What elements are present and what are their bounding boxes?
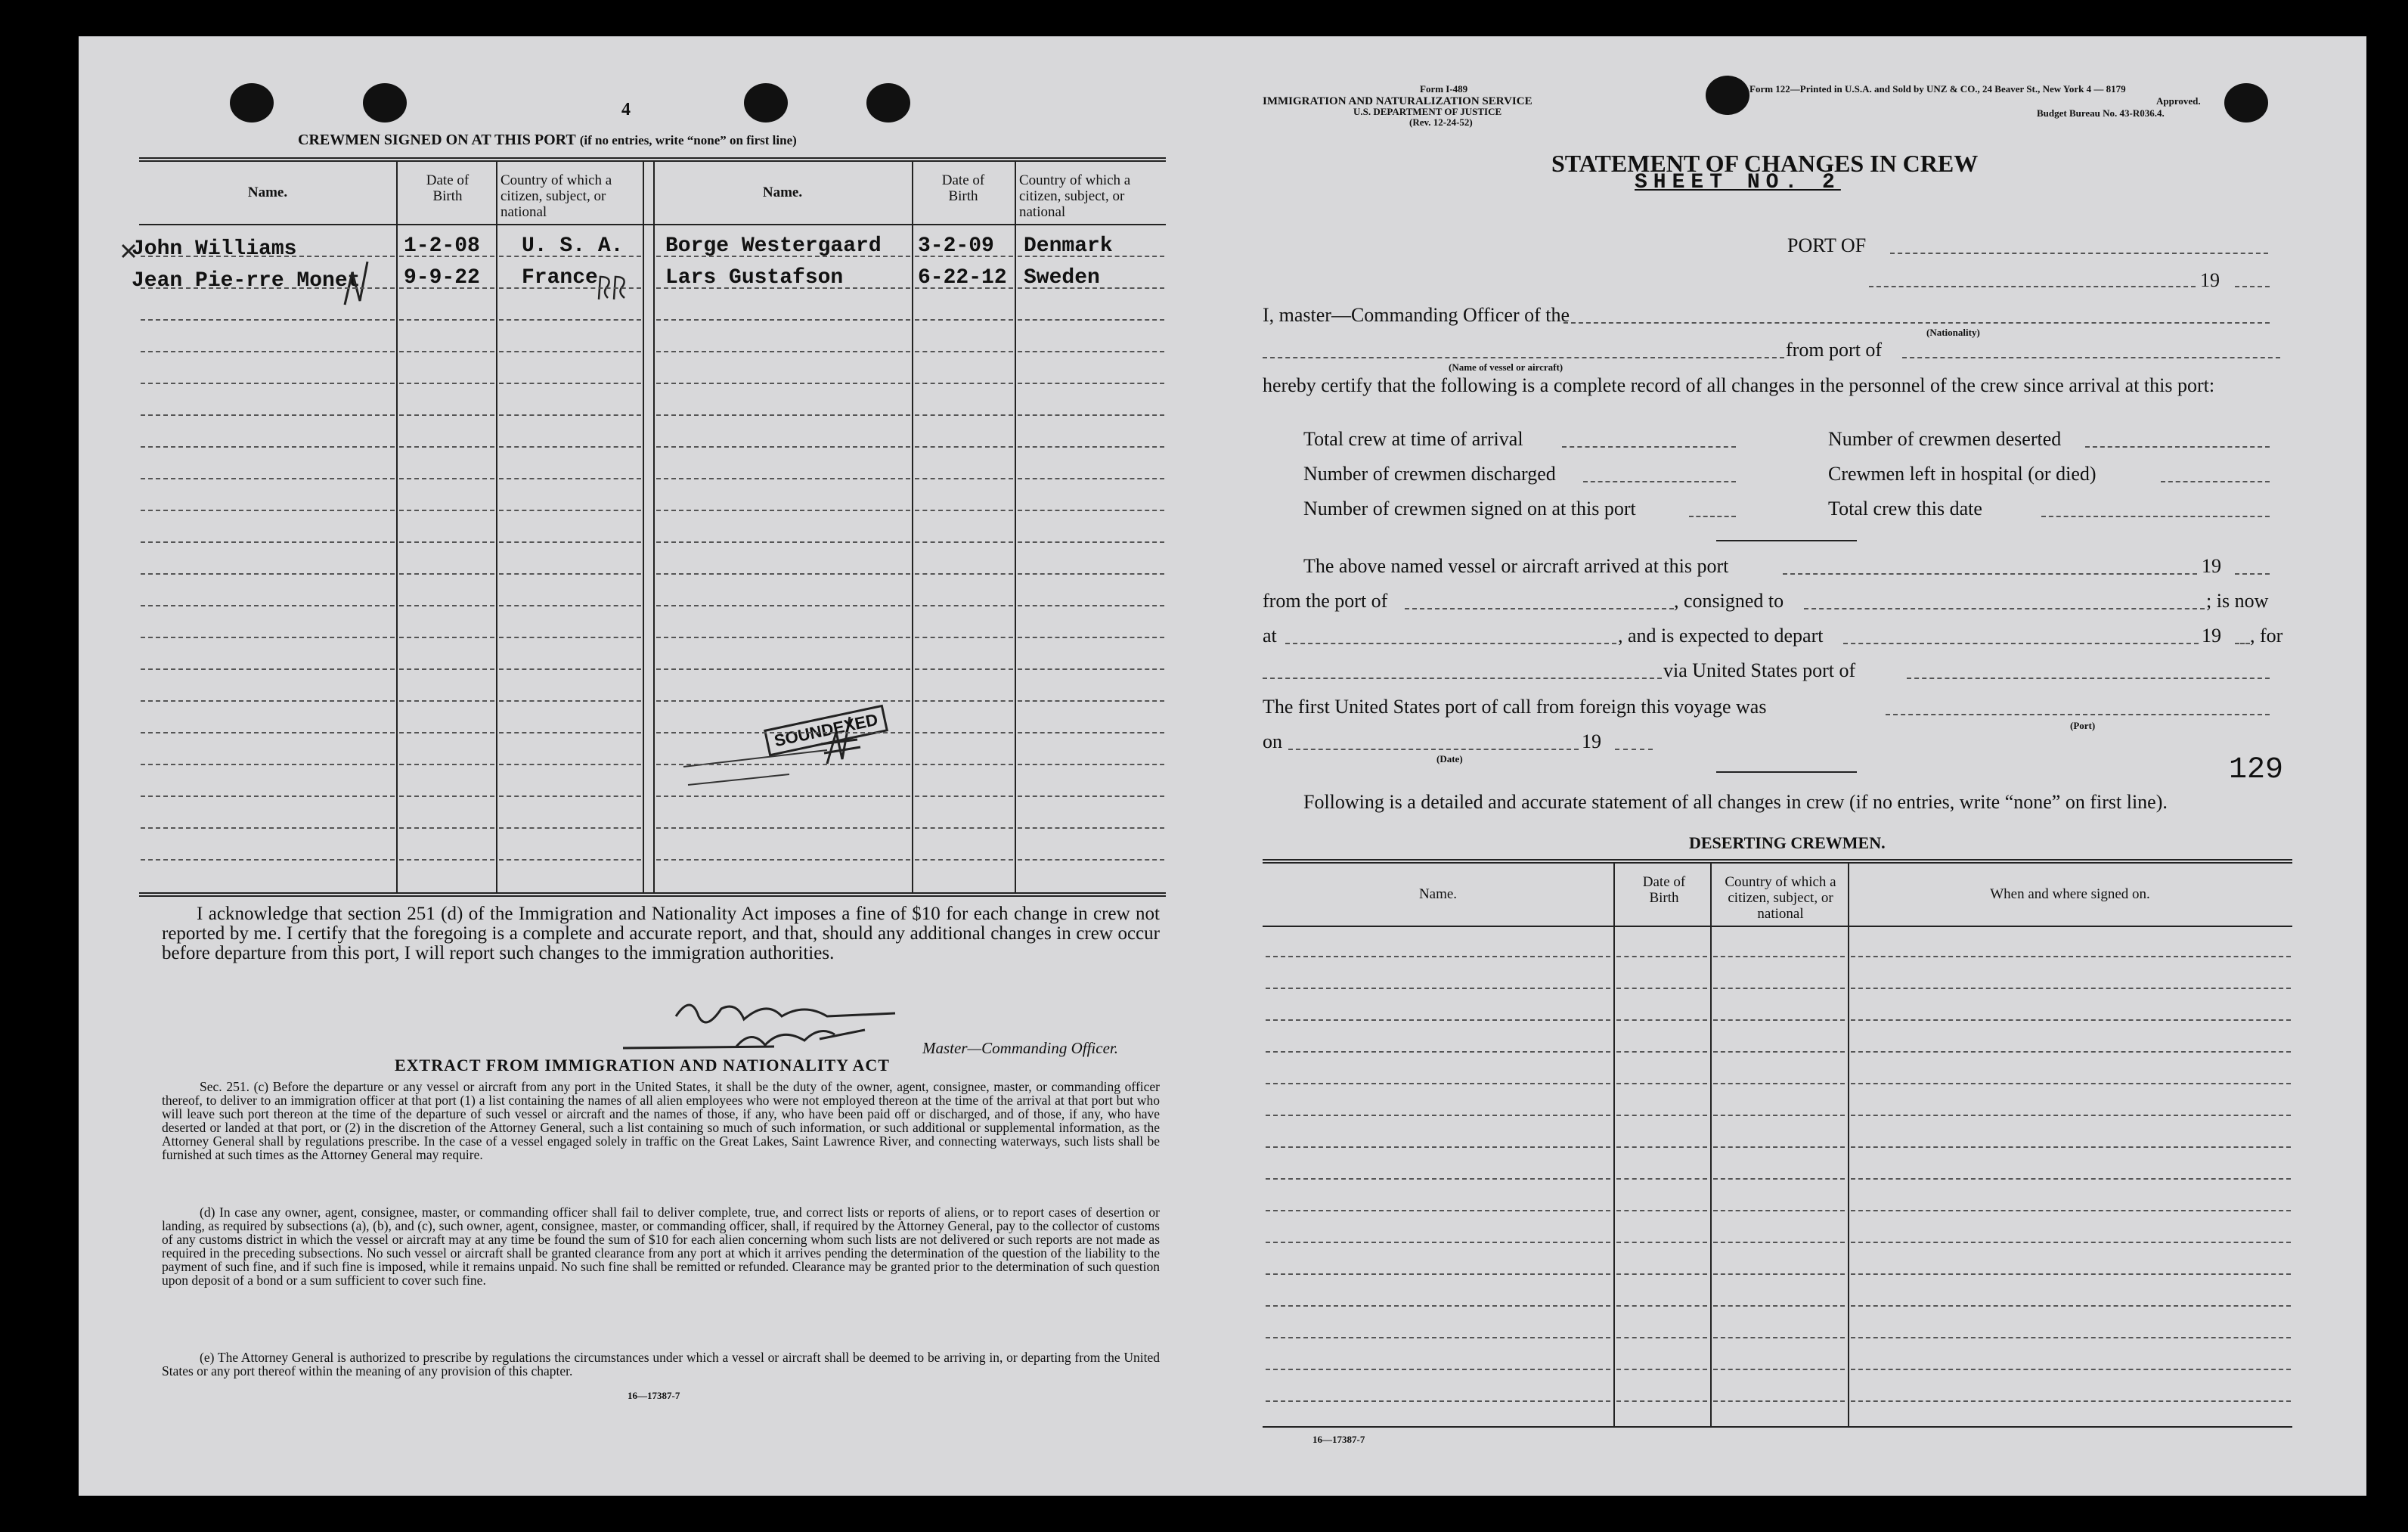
blank-row-line [915, 541, 1013, 543]
punch-hole [2224, 83, 2268, 122]
blank-row-line [499, 764, 641, 765]
blank-row-line [1616, 1305, 1707, 1307]
blank-row-line [141, 541, 395, 543]
blank-row-line [399, 256, 494, 257]
blank-row-line [499, 573, 641, 575]
blank-row-line [141, 827, 395, 829]
blank-row-line [656, 256, 910, 257]
crew-country: U. S. A. [522, 234, 624, 258]
arrived-label: The above named vessel or aircraft arrived at this port [1303, 555, 1729, 577]
blank-row-line [656, 637, 910, 638]
blank-row-line [656, 605, 910, 606]
blank-row-line [656, 573, 910, 575]
blank-row-line [1018, 351, 1164, 352]
document-sheet [79, 36, 2366, 1496]
form-revision: (Rev. 12-24-52) [1409, 116, 1473, 128]
blank-row-line [499, 859, 641, 861]
blank-row-line [1851, 1019, 2291, 1021]
blank-row-line [1266, 1305, 1610, 1307]
desert-col-signed-on: When and where signed on. [1990, 886, 2150, 902]
vessel-name-caption: (Name of vessel or aircraft) [1449, 361, 1563, 373]
blank-row-line [1266, 956, 1610, 957]
left-footer-code: 16—17387-7 [628, 1390, 680, 1401]
extract-title: EXTRACT FROM IMMIGRATION AND NATIONALITY ACT [395, 1056, 890, 1075]
blank-row-line [399, 319, 494, 321]
col-header-country: Country of which a citizen, subject, or national [501, 172, 612, 220]
blank-row-line [656, 351, 910, 352]
blank-row-line [1851, 1337, 2291, 1338]
blank-row-line [915, 319, 1013, 321]
blank-row-line [1851, 1273, 2291, 1275]
blank-row-line [1018, 478, 1164, 479]
blank-row-line [1713, 1083, 1845, 1084]
blank-row-line [1018, 859, 1164, 861]
blank-row-line [1713, 988, 1845, 989]
blank-row-line [1616, 1083, 1707, 1084]
total-crew-date-label: Total crew this date [1828, 498, 1982, 519]
blank-row-line [656, 287, 910, 289]
crew-country: France [522, 266, 598, 290]
blank-row-line [1266, 1019, 1610, 1021]
blank-row-line [656, 383, 910, 384]
on-label: on [1263, 730, 1282, 752]
crew-dob-2: 3-2-09 [918, 234, 994, 258]
blank-row-line [1018, 605, 1164, 606]
from-port-of-label: from the port of [1263, 590, 1388, 612]
blank-row-line [399, 573, 494, 575]
deserting-title: DESERTING CREWMEN. [1689, 833, 1886, 852]
blank-row-line [1266, 1083, 1610, 1084]
blank-row-line [1616, 1019, 1707, 1021]
blank-row-line [1266, 1178, 1610, 1180]
crew-dob-2: 6-22-12 [918, 266, 1007, 290]
blank-row-line [499, 700, 641, 702]
blank-row-line [499, 256, 641, 257]
blank-row-line [1018, 732, 1164, 733]
blank-row-line [1018, 256, 1164, 257]
depart-year-label: 19 [2202, 625, 2221, 647]
blank-row-line [656, 859, 910, 861]
blank-row-line [1018, 764, 1164, 765]
total-crew-arrival-label: Total crew at time of arrival [1303, 428, 1523, 450]
blank-row-line [1018, 287, 1164, 289]
blank-row-line [915, 732, 1013, 733]
consigned-label: , consigned to [1674, 590, 1784, 612]
blank-row-line [399, 478, 494, 479]
blank-row-line [141, 859, 395, 861]
crewmen-hospital-label: Crewmen left in hospital (or died) [1828, 463, 2097, 485]
blank-row-line [1266, 1210, 1610, 1211]
crew-name-2: Borge Westergaard [665, 234, 882, 258]
blank-row-line [1713, 1242, 1845, 1243]
blank-row-line [1018, 510, 1164, 511]
blank-row-line [399, 764, 494, 765]
blank-row-line [915, 383, 1013, 384]
blank-row-line [1616, 1337, 1707, 1338]
blank-row-line [1018, 383, 1164, 384]
col-header-dob-2: Date of Birth [941, 172, 985, 204]
blank-row-line [499, 732, 641, 733]
blank-row-line [399, 859, 494, 861]
blank-row-line [499, 827, 641, 829]
blank-row-line [1713, 1305, 1845, 1307]
blank-row-line [1713, 1369, 1845, 1370]
blank-row-line [656, 319, 910, 321]
signature-caption: Master—Commanding Officer. [922, 1039, 1118, 1057]
blank-row-line [915, 351, 1013, 352]
blank-row-line [1616, 1242, 1707, 1243]
form-title: STATEMENT OF CHANGES IN CREW [1551, 150, 1979, 177]
blank-row-line [915, 637, 1013, 638]
agency-name: IMMIGRATION AND NATURALIZATION SERVICE [1263, 95, 1533, 107]
blank-row-line [1616, 956, 1707, 957]
blank-row-line [499, 446, 641, 448]
blank-row-line [141, 287, 395, 289]
at-label: at [1263, 625, 1277, 647]
from-port-label: from port of [1786, 339, 1883, 361]
blank-row-line [915, 510, 1013, 511]
blank-row-line [915, 414, 1013, 416]
section-251-d: (d) In case any owner, agent, consignee, master, or commanding officer shall fail to deliver complete, true, and correct lists or reports of aliens, or to report cases of desertion or landing, as required by subsections (a), (b), and (c), such owner, agent, consignee, master, or commanding officer, shall, if required by the Attorney General, pay to the collector of customs of any customs district in which the vessel or aircraft may at any time be found the sum of $10 for each alien concerning whom such lists are not delivered or such reports are not made as required in the preceding subsections. No such vessel or aircraft shall be granted clearance from any port at which it arrives pending the determination of the question of the liability to the payment of such fine, and if such fine is imposed, while it remains unpaid. No such fine shall be remitted or refunded. Clearance may be granted prior to the determination of such question upon deposit of a bond or a sum sufficient to cover such fine. [162, 1205, 1160, 1288]
blank-row-line [141, 446, 395, 448]
approved-label: Approved. [2156, 95, 2201, 107]
sheet-number: SHEET NO. 2 [1635, 171, 1841, 194]
col-header-name: Name. [247, 185, 288, 200]
blank-row-line [1851, 1210, 2291, 1211]
blank-row-line [499, 668, 641, 670]
for-label: , for [2250, 625, 2283, 647]
handwritten-marks [79, 36, 1213, 944]
printer-line: Form 122—Printed in U.S.A. and Sold by UNZ & CO., 24 Beaver St., New York 4 — 8179 [1749, 83, 2126, 95]
blank-row-line [1266, 1337, 1610, 1338]
blank-row-line [656, 668, 910, 670]
blank-row-line [399, 287, 494, 289]
department-name: U.S. DEPARTMENT OF JUSTICE [1353, 106, 1502, 117]
port-of-label: PORT OF [1787, 234, 1867, 256]
blank-row-line [1851, 1083, 2291, 1084]
nationality-caption: (Nationality) [1926, 327, 1980, 338]
blank-row-line [1018, 414, 1164, 416]
following-text: Following is a detailed and accurate statement of all changes in crew (if no entries, write “none” on first line). [1303, 791, 2168, 813]
blank-row-line [656, 700, 910, 702]
crew-country-2: Denmark [1024, 234, 1113, 258]
left-title-note: (if no entries, write “none” on first line) [579, 133, 797, 147]
blank-row-line [1713, 956, 1845, 957]
blank-row-line [1018, 827, 1164, 829]
blank-row-line [1018, 795, 1164, 797]
blank-row-line [1266, 1400, 1610, 1402]
blank-row-line [1018, 668, 1164, 670]
blank-row-line [1851, 1242, 2291, 1243]
crew-dob: 9-9-22 [404, 266, 480, 290]
col-header-name-2: Name. [762, 185, 803, 200]
blank-row-line [399, 795, 494, 797]
blank-row-line [1018, 700, 1164, 702]
crew-country-2: Sweden [1024, 266, 1100, 290]
arrived-year-label: 19 [2202, 555, 2221, 577]
blank-row-line [141, 605, 395, 606]
crew-dob: 1-2-08 [404, 234, 480, 258]
blank-row-line [1713, 1178, 1845, 1180]
crew-name-2: Lars Gustafson [665, 266, 844, 290]
blank-row-line [1713, 1146, 1845, 1148]
blank-row-line [499, 510, 641, 511]
blank-row-line [1616, 1210, 1707, 1211]
blank-row-line [399, 414, 494, 416]
blank-row-line [1266, 1146, 1610, 1148]
blank-row-line [399, 446, 494, 448]
blank-row-line [141, 319, 395, 321]
first-port-label: The first United States port of call from foreign this voyage was [1263, 696, 1767, 718]
master-line-label: I, master—Commanding Officer of the [1263, 304, 1570, 326]
blank-row-line [399, 383, 494, 384]
desert-col-name: Name. [1418, 886, 1458, 902]
blank-row-line [915, 573, 1013, 575]
on-year-label: 19 [1582, 730, 1601, 752]
blank-row-line [915, 256, 1013, 257]
blank-row-line [915, 668, 1013, 670]
blank-row-line [1851, 956, 2291, 957]
blank-row-line [915, 287, 1013, 289]
blank-row-line [1713, 1115, 1845, 1116]
blank-row-line [1018, 637, 1164, 638]
blank-row-line [141, 795, 395, 797]
blank-row-line [141, 383, 395, 384]
blank-row-line [1713, 1400, 1845, 1402]
section-251-c: Sec. 251. (c) Before the departure or any vessel or aircraft from any port in the United States, it shall be the duty of the owner, agent, consignee, master, or commanding officer thereof, to deliver to an immigration officer at that port (1) a list containing the names of all alien employees who were not employed thereon at the time of the arrival at that port but who will leave such port thereon at the time of the departure of such vessel or aircraft and the names of those, if any, who have been paid off or discharged, and of those, if any, who have deserted or landed at that port, or (2) in the discretion of the Attorney General, such a list containing so much of such information, or such additional or supplemental information, as the Attorney General shall by regulations prescribe. In the case of a vessel engaged solely in traffic on the Great Lakes, Saint Lawrence River, and connecting waterways, such lists shall be furnished at such times as the Attorney General may require. [162, 1079, 1160, 1162]
blank-row-line [141, 732, 395, 733]
blank-row-line [399, 700, 494, 702]
via-port-label: via United States port of [1663, 659, 1856, 681]
blank-row-line [499, 478, 641, 479]
blank-row-line [1851, 1146, 2291, 1148]
crewmen-deserted-label: Number of crewmen deserted [1828, 428, 2062, 450]
blank-row-line [399, 605, 494, 606]
blank-row-line [656, 478, 910, 479]
blank-row-line [915, 827, 1013, 829]
blank-row-line [399, 541, 494, 543]
col-header-country-2: Country of which a citizen, subject, or national [1019, 172, 1131, 220]
soundexed-stamp: SOUNDEXED [764, 705, 888, 757]
blank-row-line [399, 510, 494, 511]
blank-row-line [915, 446, 1013, 448]
blank-row-line [656, 732, 910, 733]
section-251-e: (e) The Attorney General is authorized to prescribe by regulations the circumstances under which a vessel or aircraft shall be deemed to be arriving in, or departing from the United States or any port thereof within the meaning of any provision of this chapter. [162, 1350, 1160, 1378]
crewmen-discharged-label: Number of crewmen discharged [1303, 463, 1556, 485]
blank-row-line [1266, 1273, 1610, 1275]
desert-col-dob: Date of Birth [1642, 874, 1686, 906]
blank-row-line [1713, 1210, 1845, 1211]
blank-row-line [656, 510, 910, 511]
blank-row-line [399, 351, 494, 352]
blank-row-line [1018, 573, 1164, 575]
blank-row-line [1616, 1178, 1707, 1180]
blank-row-line [141, 351, 395, 352]
blank-row-line [141, 414, 395, 416]
blank-row-line [1616, 1146, 1707, 1148]
blank-row-line [1851, 1178, 2291, 1180]
blank-row-line [499, 637, 641, 638]
certify-text: hereby certify that the following is a complete record of all changes in the personnel of the crew since arrival at this port: [1263, 374, 2215, 396]
blank-row-line [499, 605, 641, 606]
crew-name: John Williams [132, 237, 297, 261]
blank-row-line [1713, 1337, 1845, 1338]
blank-row-line [1713, 1273, 1845, 1275]
blank-row-line [656, 541, 910, 543]
blank-row-line [1851, 1400, 2291, 1402]
blank-row-line [1018, 319, 1164, 321]
blank-row-line [141, 700, 395, 702]
punch-hole [1706, 76, 1749, 115]
blank-row-line [656, 764, 910, 765]
blank-row-line [399, 827, 494, 829]
crew-name: Jean Pie-rre Monet [132, 269, 361, 293]
is-now-label: ; is now [2206, 590, 2269, 612]
blank-row-line [141, 764, 395, 765]
blank-row-line [499, 351, 641, 352]
blank-row-line [141, 256, 395, 257]
blank-row-line [141, 510, 395, 511]
blank-row-line [1266, 1115, 1610, 1116]
blank-row-line [656, 414, 910, 416]
blank-row-line [915, 478, 1013, 479]
blank-row-line [141, 668, 395, 670]
blank-row-line [1616, 1115, 1707, 1116]
blank-row-line [1713, 1051, 1845, 1053]
blank-row-line [499, 414, 641, 416]
col-header-dob: Date of Birth [426, 172, 470, 204]
blank-row-line [915, 859, 1013, 861]
blank-row-line [656, 795, 910, 797]
blank-row-line [1851, 988, 2291, 989]
blank-row-line [915, 700, 1013, 702]
expected-depart-label: , and is expected to depart [1618, 625, 1824, 647]
blank-row-line [499, 795, 641, 797]
blank-row-line [141, 478, 395, 479]
blank-row-line [1851, 1305, 2291, 1307]
crewmen-signed-on-label: Number of crewmen signed on at this port [1303, 498, 1636, 519]
page-number: 4 [621, 100, 631, 119]
blank-row-line [915, 764, 1013, 765]
blank-row-line [141, 637, 395, 638]
blank-row-line [1616, 1051, 1707, 1053]
blank-row-line [1018, 446, 1164, 448]
date-caption: (Date) [1436, 753, 1463, 764]
blank-row-line [399, 732, 494, 733]
right-footer-code: 16—17387-7 [1312, 1434, 1365, 1445]
blank-row-line [1616, 1273, 1707, 1275]
desert-col-country: Country of which a citizen, subject, or national [1725, 874, 1836, 922]
blank-row-line [499, 287, 641, 289]
blank-row-line [915, 795, 1013, 797]
blank-row-line [499, 319, 641, 321]
blank-row-line [1266, 1051, 1610, 1053]
acknowledgment-text: I acknowledge that section 251 (d) of the Immigration and Nationality Act imposes a fine of $10 for each change in crew not reported by me. I certify that the foregoing is a complete and accurate report, and that, should any additional changes in crew occur before departure from this port, I will report such changes to the immigration authorities. [162, 904, 1160, 963]
blank-row-line [1018, 541, 1164, 543]
blank-row-line [1266, 1242, 1610, 1243]
blank-row-line [499, 383, 641, 384]
blank-row-line [1266, 1369, 1610, 1370]
blank-row-line [915, 605, 1013, 606]
blank-row-line [1713, 1019, 1845, 1021]
left-title: CREWMEN SIGNED ON AT THIS PORT [298, 132, 576, 148]
blank-row-line [1266, 988, 1610, 989]
form-number: Form I-489 [1420, 83, 1468, 95]
blank-row-line [499, 541, 641, 543]
blank-row-line [1851, 1115, 2291, 1116]
blank-row-line [656, 446, 910, 448]
date-year-label: 19 [2200, 269, 2220, 291]
blank-row-line [1616, 1369, 1707, 1370]
stamped-number: 129 [2229, 753, 2284, 787]
blank-row-line [399, 668, 494, 670]
blank-row-line [1616, 1400, 1707, 1402]
blank-row-line [656, 827, 910, 829]
blank-row-line [1851, 1051, 2291, 1053]
blank-row-line [1616, 988, 1707, 989]
port-caption: (Port) [2070, 720, 2096, 731]
budget-bureau-number: Budget Bureau No. 43-R036.4. [2037, 107, 2165, 119]
blank-row-line [399, 637, 494, 638]
blank-row-line [141, 573, 395, 575]
blank-row-line [1851, 1369, 2291, 1370]
